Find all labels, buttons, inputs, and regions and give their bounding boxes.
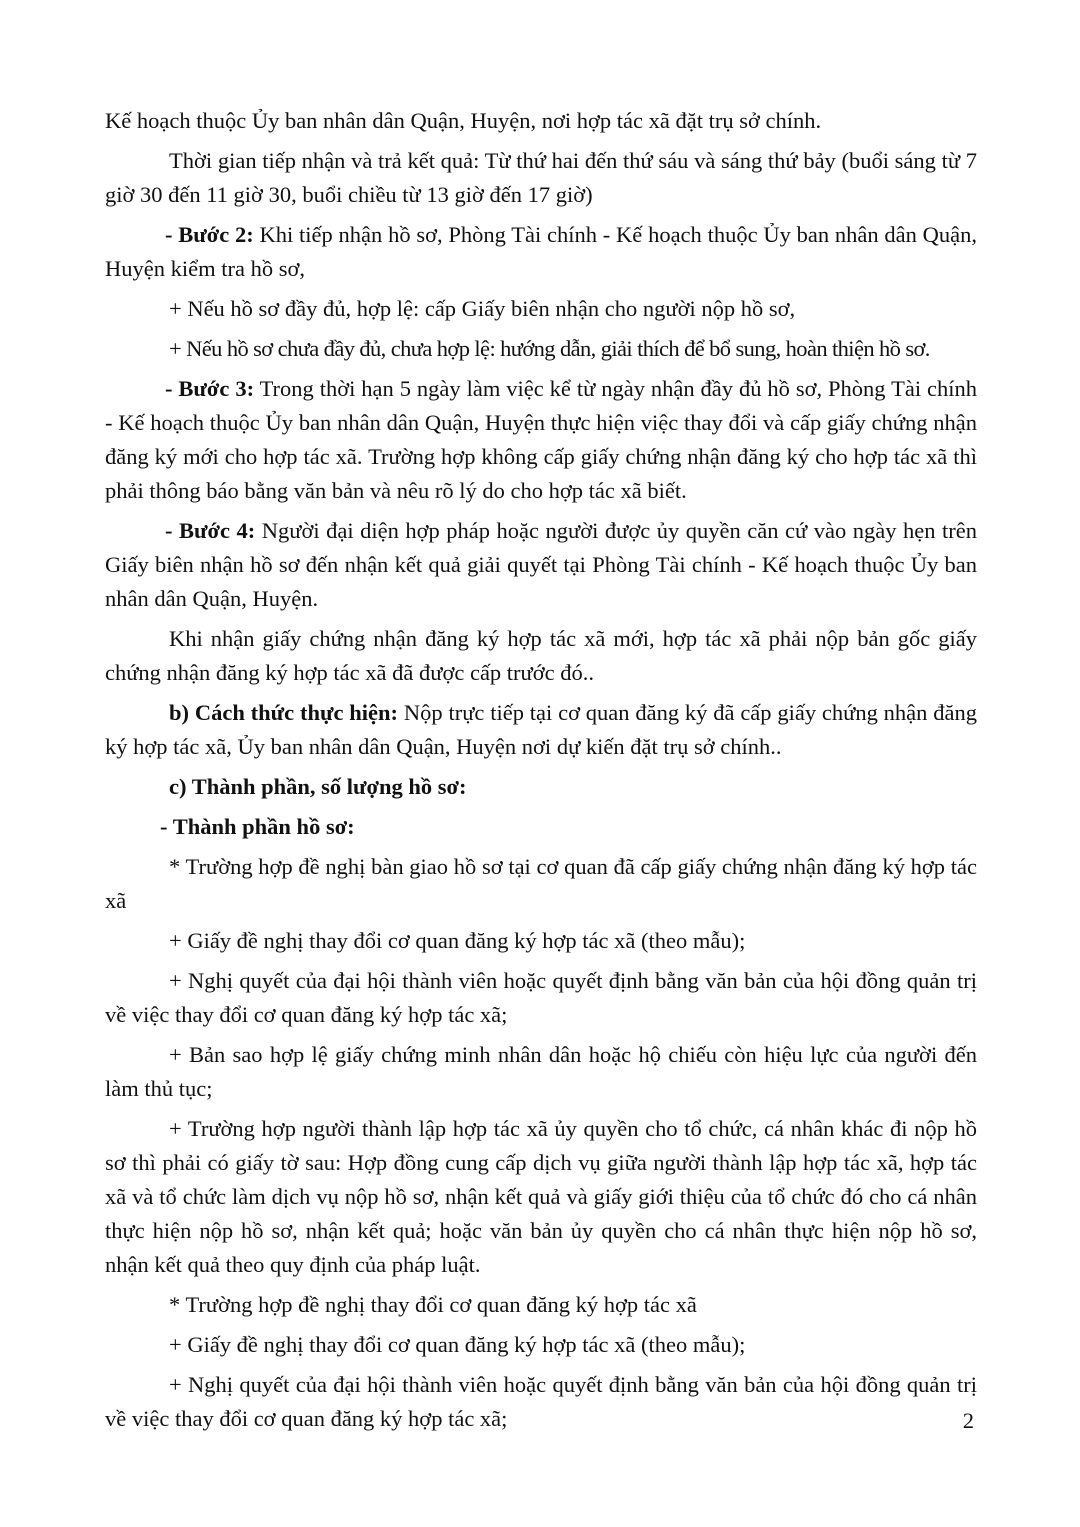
step-2-label: - Bước 2: <box>165 222 254 247</box>
paragraph-reception-time: Thời gian tiếp nhận và trả kết quả: Từ thứ hai đến thứ sáu và sáng thứ bảy (buổi sáng từ 7 giờ 30 đến 11 giờ 30, buổi chiều từ 13 giờ đến 17 giờ) <box>105 148 977 207</box>
step-2-text: Khi tiếp nhận hồ sơ, Phòng Tài chính - Kế hoạch thuộc Ủy ban nhân dân Quận, Huyện kiểm tra hồ sơ, <box>105 222 977 281</box>
step-3-text: Trong thời hạn 5 ngày làm việc kể từ ngày nhận đầy đủ hồ sơ, Phòng Tài chính - Kế hoạch thuộc Ủy ban nhân dân Quận, Huyện thực hiện việc thay đổi và cấp giấy chứng nhận đăng ký mới cho hợp tác xã. Trường hợp không cấp giấy chứng nhận đăng ký cho hợp tác xã thì phải thông báo bằng văn bản và nêu rõ lý do cho hợp tác xã biết. <box>105 376 977 503</box>
paragraph-step-3 <box>105 372 977 508</box>
case-change-agency: * Trường hợp đề nghị thay đổi cơ quan đăng ký hợp tác xã <box>169 1292 697 1317</box>
list-item-valid-dossier: + Nếu hồ sơ đầy đủ, hợp lệ: cấp Giấy biên nhận cho người nộp hồ sơ, <box>169 296 796 321</box>
subheading-dossier-components: - Thành phần hồ sơ: <box>160 814 355 839</box>
step-4-label: - Bước 4: <box>165 518 256 543</box>
paragraph-step-4 <box>105 514 977 616</box>
case-1-item-resolution: + Nghị quyết của đại hội thành viên hoặc quyết định bằng văn bản của hội đồng quản trị về việc thay đổi cơ quan đăng ký hợp tác xã; <box>105 968 977 1027</box>
case-1-item-authorization: + Trường hợp người thành lập hợp tác xã ủy quyền cho tổ chức, cá nhân khác đi nộp hồ sơ thì phải có giấy tờ sau: Hợp đồng cung cấp dịch vụ giữa người thành lập hợp tác xã, hợp tác xã và tổ chức làm dịch vụ nộp hồ sơ, nhận kết quả và giấy giới thiệu của tổ chức đó cho cá nhân thực hiện nộp hồ sơ, nhận kết quả; hoặc văn bản ủy quyền cho cá nhân thực hiện nộp hồ sơ, nhận kết quả theo quy định của pháp luật. <box>105 1116 977 1277</box>
list-item-invalid-dossier: + Nếu hồ sơ chưa đầy đủ, chưa hợp lệ: hướng dẫn, giải thích để bổ sung, hoàn thiện hồ sơ. <box>169 336 930 361</box>
step-3-label: - Bước 3: <box>165 376 255 401</box>
paragraph-step-2 <box>105 218 977 286</box>
case-1-item-request-form: + Giấy đề nghị thay đổi cơ quan đăng ký hợp tác xã (theo mẫu); <box>169 928 746 953</box>
method-text: Nộp trực tiếp tại cơ quan đăng ký đã cấp giấy chứng nhận đăng ký hợp tác xã, Ủy ban nhân dân Quận, Huyện nơi dự kiến đặt trụ sở chính.. <box>105 700 977 759</box>
method-label: b) Cách thức thực hiện: <box>169 700 399 725</box>
case-2-item-request-form: + Giấy đề nghị thay đổi cơ quan đăng ký hợp tác xã (theo mẫu); <box>169 1332 746 1357</box>
case-1-item-id-copy: + Bản sao hợp lệ giấy chứng minh nhân dân hoặc hộ chiếu còn hiệu lực của người đến làm thủ tục; <box>105 1042 977 1101</box>
case-2-item-resolution: + Nghị quyết của đại hội thành viên hoặc quyết định bằng văn bản của hội đồng quản trị về việc thay đổi cơ quan đăng ký hợp tác xã; <box>105 1372 977 1431</box>
step-4-text: Người đại diện hợp pháp hoặc người được ủy quyền căn cứ vào ngày hẹn trên Giấy biên nhận hồ sơ đến nhận kết quả giải quyết tại Phòng Tài chính - Kế hoạch thuộc Ủy ban nhân dân Quận, Huyện. <box>105 518 977 611</box>
section-heading-components: c) Thành phần, số lượng hồ sơ: <box>169 774 467 799</box>
document-body <box>105 104 977 1442</box>
case-handover: * Trường hợp đề nghị bàn giao hồ sơ tại cơ quan đã cấp giấy chứng nhận đăng ký hợp tác xã <box>105 854 977 913</box>
page-number: 2 <box>962 1408 974 1433</box>
paragraph-original-certificate: Khi nhận giấy chứng nhận đăng ký hợp tác xã mới, hợp tác xã phải nộp bản gốc giấy chứng nhận đăng ký hợp tác xã đã được cấp trước đó.. <box>105 626 977 685</box>
paragraph-method <box>105 696 977 764</box>
paragraph-continuation: Kế hoạch thuộc Ủy ban nhân dân Quận, Huyện, nơi hợp tác xã đặt trụ sở chính. <box>105 108 822 133</box>
